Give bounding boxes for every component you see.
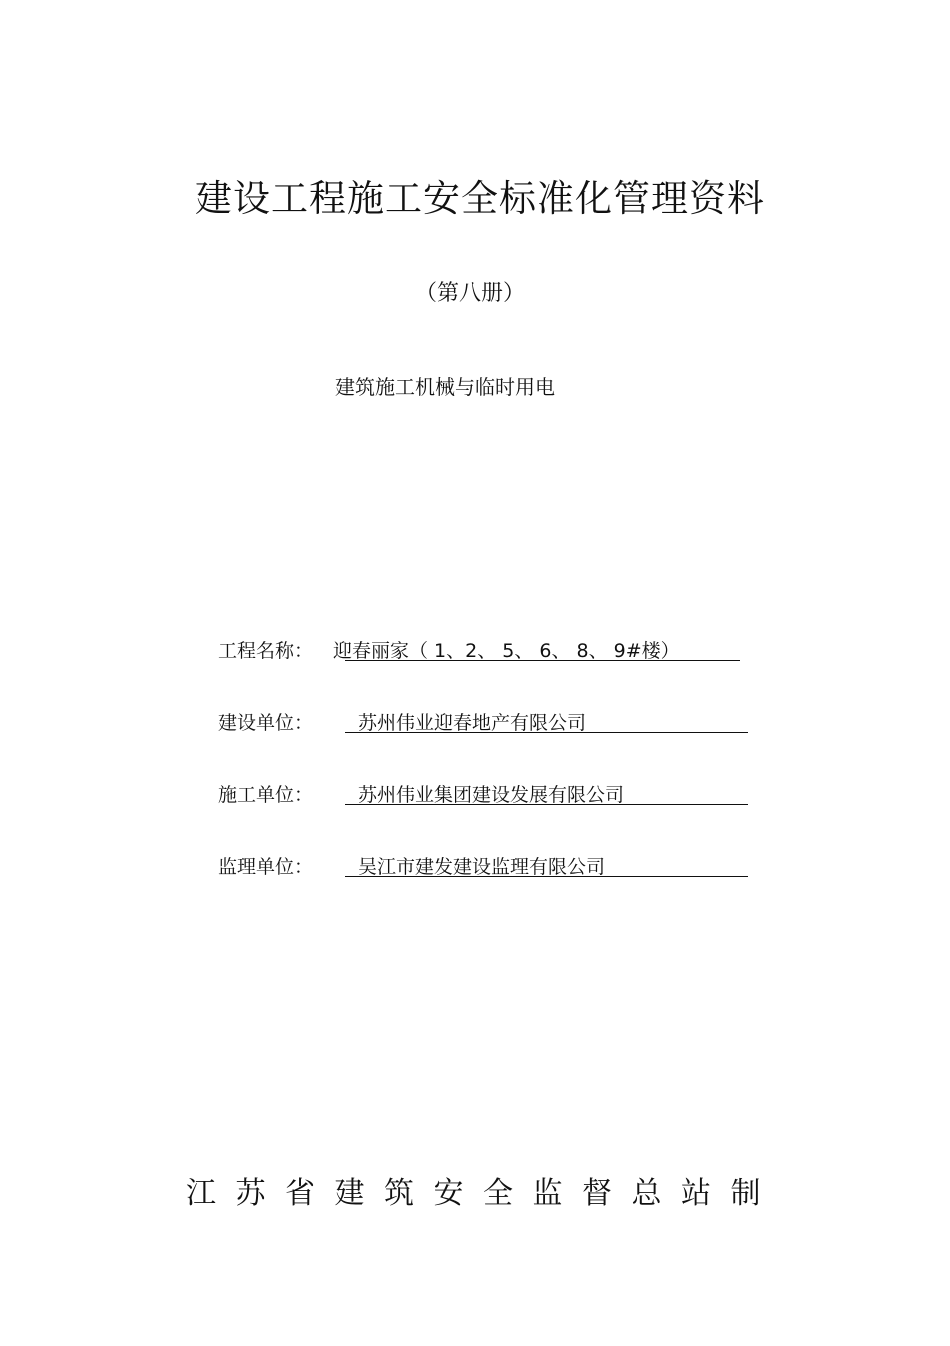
issuer-footer: 江苏省建筑安全监督总站制	[186, 1176, 780, 1211]
owner-row	[218, 708, 758, 738]
builder-row	[218, 780, 758, 810]
project-name-row	[218, 636, 758, 666]
builder-label: 施工单位：	[218, 784, 314, 806]
volume-subject: 建筑施工机械与临时用电	[335, 375, 555, 399]
volume-number: （第八册）	[414, 281, 525, 306]
supervisor-value: 吴江市建发建设监理有限公司	[358, 856, 606, 878]
owner-label: 建设单位：	[218, 712, 314, 734]
owner-value: 苏州伟业迎春地产有限公司	[358, 712, 587, 734]
supervisor-row	[218, 852, 758, 882]
project-name-label: 工程名称：	[218, 640, 314, 662]
project-name-value: 迎春丽家（ 1、2、 5、 6、 8、 9#楼）	[333, 640, 680, 662]
document-title: 建设工程施工安全标准化管理资料	[195, 177, 765, 220]
builder-value: 苏州伟业集团建设发展有限公司	[358, 784, 625, 806]
supervisor-label: 监理单位：	[218, 856, 314, 878]
